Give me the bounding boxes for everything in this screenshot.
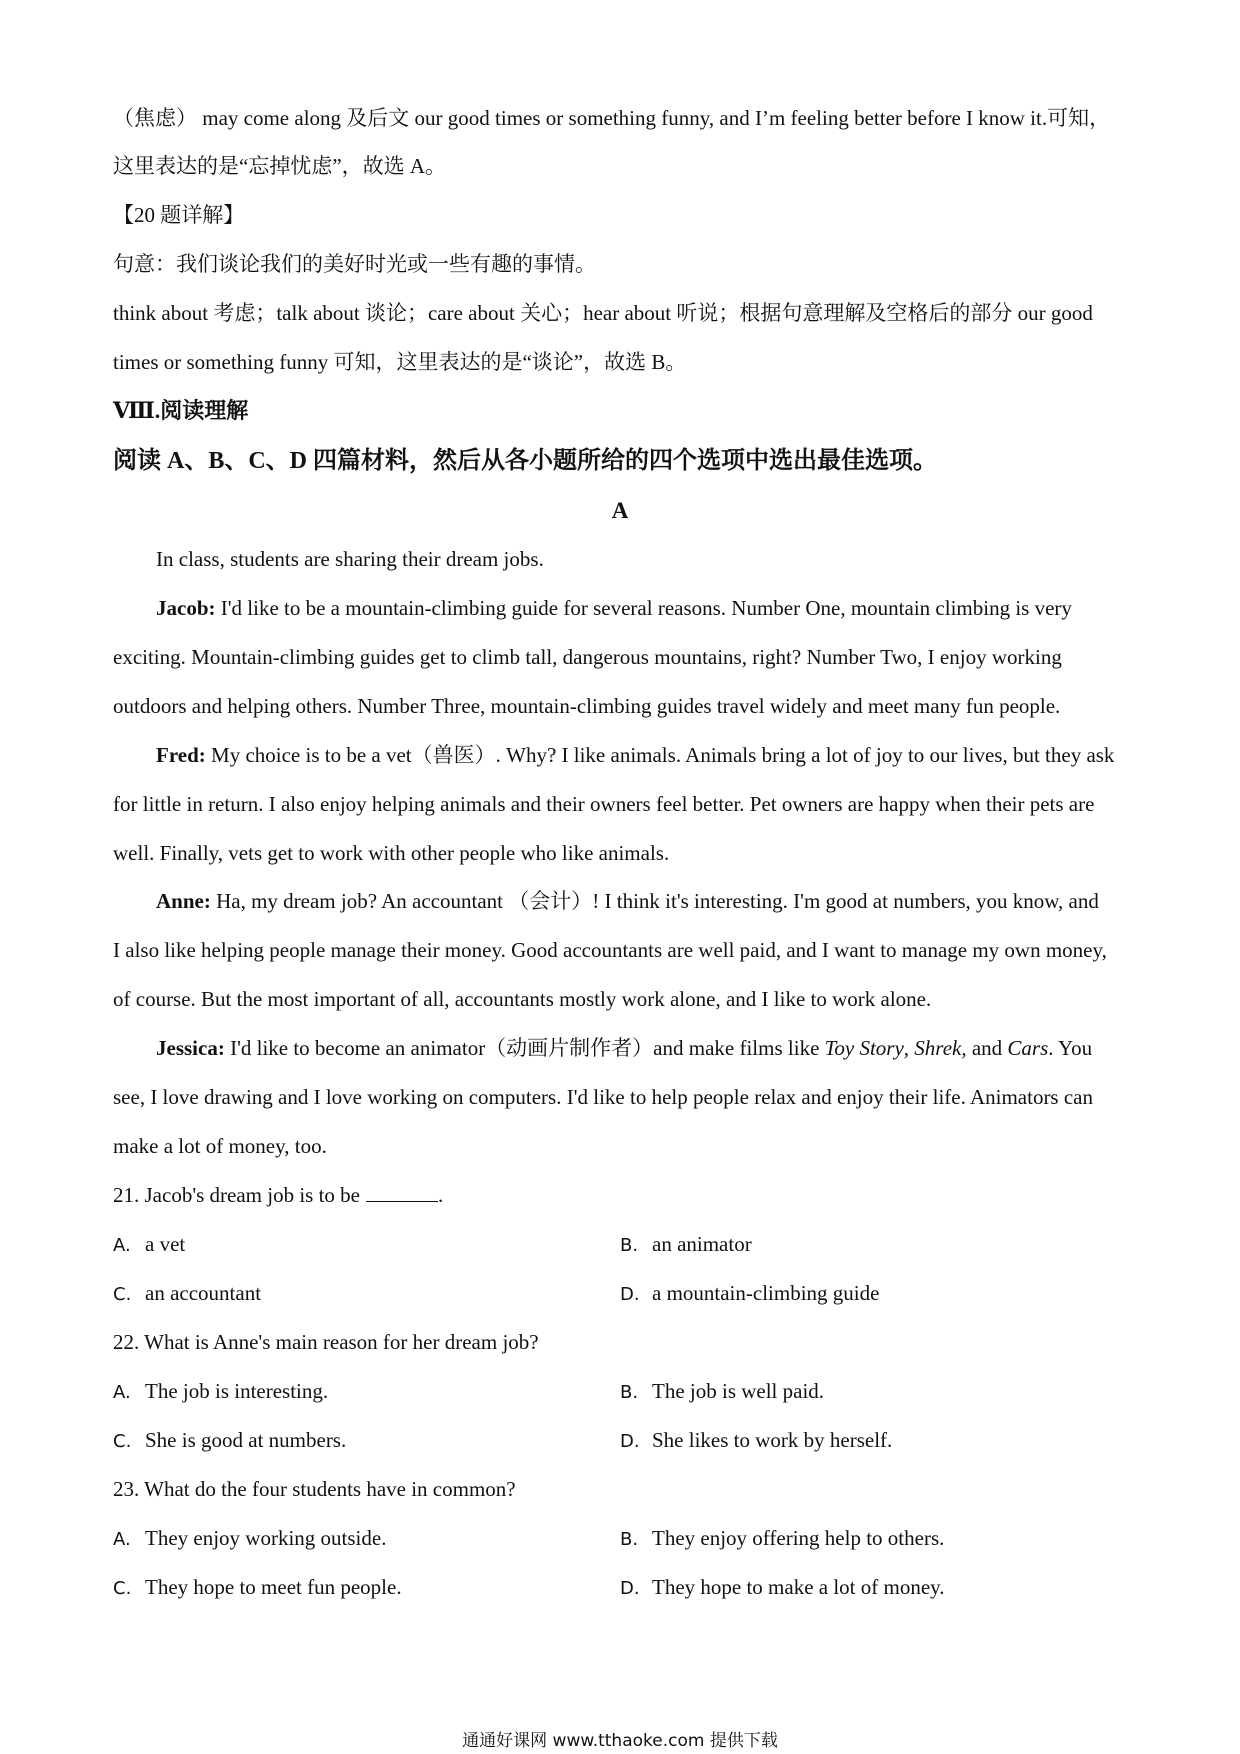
option-text: a vet (145, 1232, 186, 1256)
question-23-stem: 23. What do the four students have in common? (113, 1477, 516, 1501)
q20-explanation-line-1: think about 考虑；talk about 谈论；care about 关心；hear about 听说；根据句意理解及空格后的部分 our good (113, 301, 1093, 325)
question-22-option-b (620, 1376, 824, 1408)
speaker-name-jacob: Jacob: (156, 596, 216, 620)
fred-paragraph-line-3: well. Finally, vets get to work with other people who like animals. (113, 841, 670, 865)
option-text: a mountain-climbing guide (652, 1281, 880, 1305)
jessica-text-1b: . You (1048, 1036, 1093, 1060)
jacob-paragraph-line-1 (156, 593, 1128, 623)
explanation-line-2: 这里表达的是“忘掉忧虑”，故选 A。 (113, 154, 447, 178)
section-instruction: 阅读 A、B、C、D 四篇材料，然后从各小题所给的四个选项中选出最佳选项。 (113, 448, 938, 474)
question-22-option-c (113, 1425, 346, 1457)
answer-blank (366, 1181, 438, 1202)
jessica-paragraph-line-1 (156, 1033, 1128, 1063)
jacob-paragraph-line-2: exciting. Mountain-climbing guides get to climb tall, dangerous mountains, right? Number Two, I enjoy working (113, 645, 1062, 669)
option-text: an animator (652, 1232, 752, 1256)
fred-text-1: My choice is to be a vet（兽医）. Why? I like animals. Animals bring a lot of joy to our lives, but they ask (205, 743, 1115, 767)
fred-paragraph-line-2: for little in return. I also enjoy helping animals and their owners feel better. Pet owners are happy when their pets are (113, 792, 1095, 816)
page-footer: 通通好课网 www.tthaoke.com 提供下载 (462, 1731, 778, 1751)
question-22-option-a (113, 1376, 328, 1408)
speaker-name-anne: Anne: (156, 889, 211, 913)
film-title-toy-story: Toy Story (824, 1036, 904, 1060)
question-22-option-d (620, 1425, 892, 1457)
option-letter: D. (620, 1578, 640, 1599)
option-text: The job is interesting. (145, 1379, 329, 1403)
question-21-text: 21. Jacob's dream job is to be (113, 1183, 360, 1207)
speaker-name-fred: Fred: (156, 743, 206, 767)
option-text: She likes to work by herself. (652, 1428, 893, 1452)
option-letter: D. (620, 1431, 640, 1452)
anne-text-1: Ha, my dream job? An accountant （会计）! I think it's interesting. I'm good at numbers, you know, and (210, 889, 1099, 913)
film-title-shrek: Shrek, (914, 1036, 967, 1060)
speaker-name-jessica: Jessica: (156, 1036, 225, 1060)
option-letter: B. (620, 1529, 639, 1550)
option-letter: B. (620, 1235, 639, 1256)
question-23-option-a (113, 1523, 386, 1555)
option-text: They hope to meet fun people. (145, 1575, 402, 1599)
jessica-sep-1: , (903, 1036, 915, 1060)
option-text: They enjoy working outside. (145, 1526, 387, 1550)
explanation-line-1: （焦虑） may come along 及后文 our good times or something funny, and I’m feeling better before I know it.可知， (113, 106, 1111, 130)
question-21-option-a (113, 1229, 185, 1261)
section-title: Ⅷ.阅读理解 (113, 398, 249, 423)
question-23-option-d (620, 1572, 945, 1604)
option-text: They enjoy offering help to others. (652, 1526, 945, 1550)
option-letter: C. (113, 1578, 132, 1599)
question-23-option-b (620, 1523, 944, 1555)
option-letter: A. (113, 1529, 131, 1550)
passage-letter: A (611, 498, 629, 523)
passage-intro: In class, students are sharing their dream jobs. (156, 547, 544, 571)
option-letter: D. (620, 1284, 640, 1305)
anne-paragraph-line-3: of course. But the most important of all, accountants mostly work alone, and I like to work alone. (113, 987, 932, 1011)
jessica-paragraph-line-3: make a lot of money, too. (113, 1134, 327, 1158)
option-letter: C. (113, 1431, 132, 1452)
option-letter: C. (113, 1284, 132, 1305)
jessica-sep-2: and (966, 1036, 1008, 1060)
jacob-text-1: I'd like to be a mountain-climbing guide for several reasons. Number One, mountain climbing is very (215, 596, 1072, 620)
option-letter: A. (113, 1382, 131, 1403)
q20-meaning: 句意：我们谈论我们的美好时光或一些有趣的事情。 (113, 252, 596, 276)
question-23-option-c (113, 1572, 402, 1604)
q20-explanation-line-2: times or something funny 可知，这里表达的是“谈论”，故选 B。 (113, 350, 687, 374)
anne-paragraph-line-1 (156, 886, 1128, 916)
option-text: They hope to make a lot of money. (652, 1575, 945, 1599)
question-21-option-b (620, 1229, 752, 1261)
jessica-text-1a: I'd like to become an animator（动画片制作者）and make films like (224, 1036, 825, 1060)
option-text: The job is well paid. (652, 1379, 825, 1403)
option-text: She is good at numbers. (145, 1428, 347, 1452)
option-letter: B. (620, 1382, 639, 1403)
jacob-paragraph-line-3: outdoors and helping others. Number Three, mountain-climbing guides travel widely and meet many fun people. (113, 694, 1061, 718)
question-21-option-c (113, 1278, 261, 1310)
question-21-period: . (438, 1183, 444, 1207)
jessica-paragraph-line-2: see, I love drawing and I love working on computers. I'd like to help people relax and enjoy their life. Animators can (113, 1085, 1093, 1109)
option-text: an accountant (145, 1281, 262, 1305)
anne-paragraph-line-2: I also like helping people manage their money. Good accountants are well paid, and I want to manage my own money, (113, 938, 1107, 962)
fred-paragraph-line-1 (156, 740, 1128, 770)
film-title-cars: Cars (1007, 1036, 1049, 1060)
question-21-option-d (620, 1278, 879, 1310)
question-22-stem: 22. What is Anne's main reason for her dream job? (113, 1330, 539, 1354)
question-21-stem (113, 1180, 1128, 1210)
option-letter: A. (113, 1235, 131, 1256)
q20-heading: 【20 题详解】 (113, 203, 245, 227)
